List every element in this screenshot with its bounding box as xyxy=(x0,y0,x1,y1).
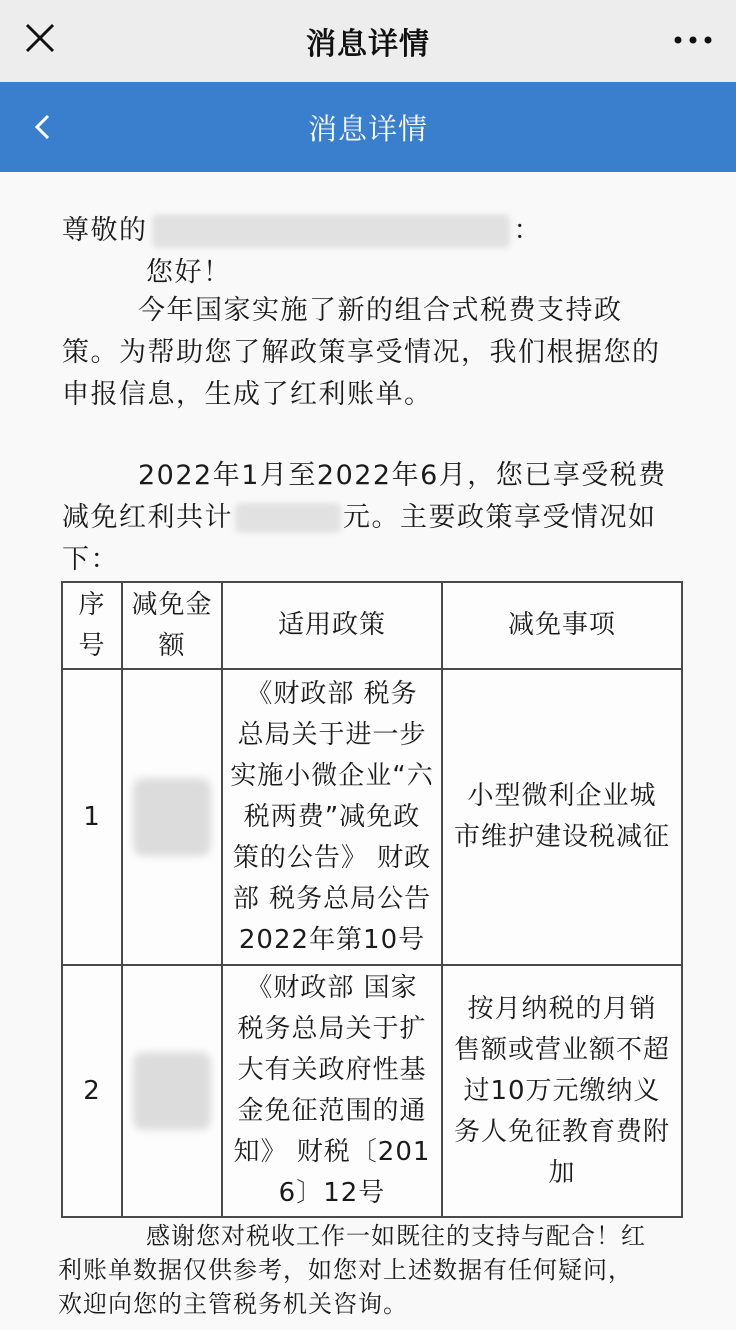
intro-line: 策。为帮助您了解政策享受情况，我们根据您的 xyxy=(62,337,661,368)
table-header-row xyxy=(62,582,682,669)
intro-line: 申报信息，生成了红利账单。 xyxy=(62,379,433,410)
message-body xyxy=(0,172,736,1330)
row-no: 2 xyxy=(62,965,122,1217)
summary-prefix: 减免红利共计 xyxy=(62,502,233,533)
page-header xyxy=(0,82,736,172)
footer-line: 欢迎向您的主管税务机关咨询。 xyxy=(58,1290,408,1318)
footer-note xyxy=(58,1219,683,1321)
more-icon[interactable] xyxy=(672,26,714,54)
top-bar xyxy=(0,0,736,82)
close-icon[interactable] xyxy=(22,20,58,56)
footer-line: 利账单数据仅供参考，如您对上述数据有任何疑问， xyxy=(58,1256,633,1284)
page-title: 消息详情 xyxy=(307,111,428,146)
row-amount xyxy=(122,965,222,1217)
salutation xyxy=(62,210,687,252)
summary-line xyxy=(62,497,687,539)
redacted-name xyxy=(152,214,510,248)
greeting: 您好！ xyxy=(146,257,232,288)
summary-paragraph xyxy=(62,455,687,581)
summary-suffix: 元。主要政策享受情况如 xyxy=(343,502,657,533)
header-item: 减免事项 xyxy=(442,582,682,669)
summary-line: 2022年1月至2022年6月，您已享受税费 xyxy=(138,460,667,491)
row-policy: 《财政部 税务 总局关于进一步 实施小微企业“六 税两费”减免政 策的公告》 财政 部 税务总局公告 2022年第10号 xyxy=(222,669,442,965)
salutation-suffix: ： xyxy=(513,215,542,246)
chevron-left-icon[interactable] xyxy=(26,110,60,144)
redacted-amount xyxy=(235,503,341,533)
header-no: 序 号 xyxy=(62,582,122,669)
salutation-prefix: 尊敬的 xyxy=(62,215,148,246)
row-amount xyxy=(122,669,222,965)
table-row xyxy=(62,965,682,1217)
intro-line: 今年国家实施了新的组合式税费支持政 xyxy=(138,295,623,326)
row-policy: 《财政部 国家 税务总局关于扩 大有关政府性基 金免征范围的通 知》 财税〔201 6〕12号 xyxy=(222,965,442,1217)
header-amount: 减免金 额 xyxy=(122,582,222,669)
footer-line: 感谢您对税收工作一如既往的支持与配合！红 xyxy=(146,1222,646,1250)
header-policy: 适用政策 xyxy=(222,582,442,669)
intro-paragraph xyxy=(62,290,687,416)
topbar-title: 消息详情 xyxy=(306,27,430,62)
table-row xyxy=(62,669,682,965)
redacted-amount xyxy=(133,778,211,856)
row-item: 按月纳税的月销 售额或营业额不超 过10万元缴纳义 务人免征教育费附 加 xyxy=(442,965,682,1217)
row-no: 1 xyxy=(62,669,122,965)
policy-table xyxy=(61,581,683,1218)
redacted-amount xyxy=(133,1052,211,1130)
row-item: 小型微利企业城 市维护建设税减征 xyxy=(442,669,682,965)
summary-line: 下： xyxy=(62,544,119,575)
